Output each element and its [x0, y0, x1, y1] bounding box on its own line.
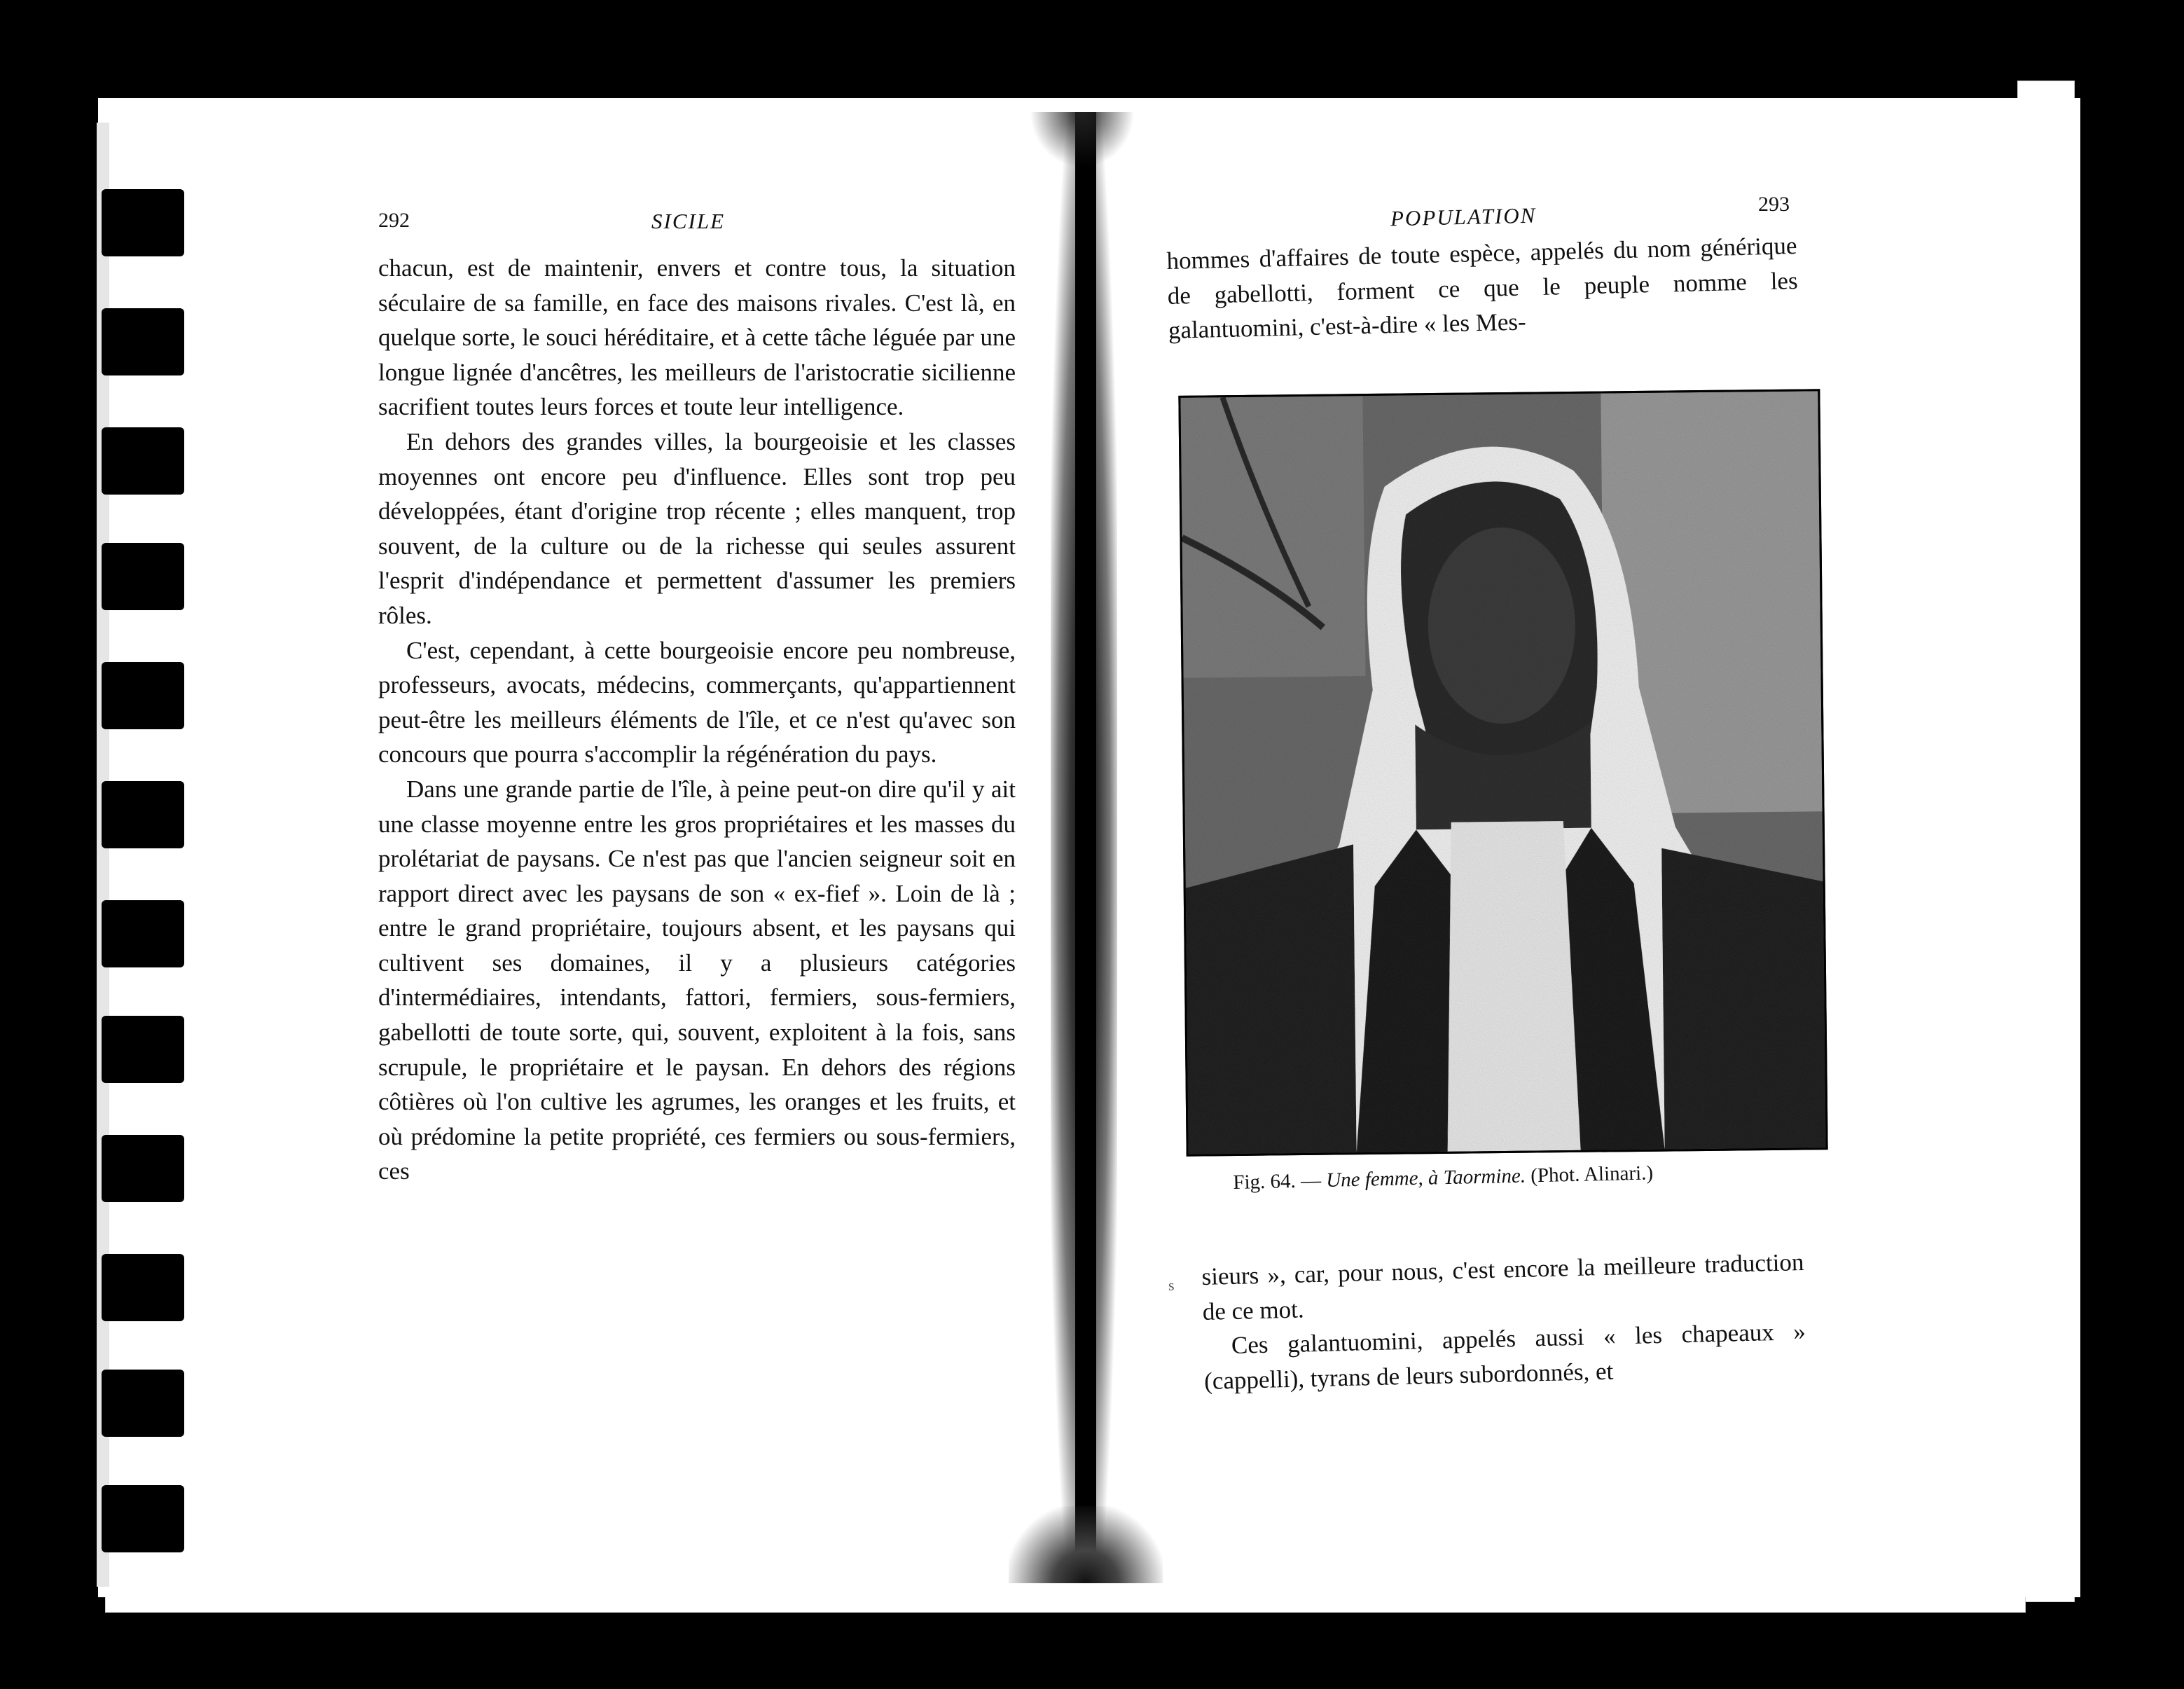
portrait-woman-image — [1180, 391, 1825, 1154]
binding-ring — [102, 662, 184, 729]
left-page-body — [378, 251, 1016, 1189]
binding-ring — [102, 427, 184, 495]
binding-ring — [102, 189, 184, 256]
right-page-number: 293 — [1758, 193, 1790, 216]
binding-ring — [102, 1254, 184, 1321]
binding-ring — [102, 781, 184, 848]
paragraph: C'est, cependant, à cette bourgeoisie encore peu nombreuse, professeurs, avocats, médecins, commerçants, qu'appartiennent peut-être les meilleurs éléments de l'île, et ce n'est qu'avec son concours que pourra s'accomplir la régénération du pays. — [378, 636, 1016, 768]
figure-photograph — [1178, 389, 1827, 1157]
paragraph: sieurs », car, pour nous, c'est encore la meilleure traduction de ce mot. — [1201, 1248, 1804, 1325]
caption-figure-number: Fig. 64. — — [1233, 1169, 1322, 1194]
paragraph: hommes d'affaires de toute espèce, appelés du nom générique de gabellotti, forment ce que le peuple nomme les galantuomini, c'est-à-dire « les Mes- — [1166, 232, 1799, 345]
binding-ring — [102, 1016, 184, 1083]
binding-ring — [102, 543, 184, 610]
caption-credit: (Phot. Alinari.) — [1530, 1161, 1654, 1187]
gutter-shadow-top — [1030, 112, 1135, 168]
right-running-head: POPULATION — [1390, 202, 1537, 231]
margin-mark: s — [1168, 1276, 1175, 1294]
paragraph: En dehors des grandes villes, la bourgeoisie et les classes moyennes ont encore peu d'influence. Elles sont trop peu développées, étant d'origine trop récente ; elles manquent, trop souvent, de la culture ou de la richesse qui seules assurent l'esprit d'indépendance et permettent d'assumer les premiers rôles. — [378, 427, 1016, 629]
paragraph: Dans une grande partie de l'île, à peine peut-on dire qu'il y ait une classe moyenne entre les gros propriétaires et les masses du prolétariat de paysans. Ce n'est pas que l'ancien seigneur soit en rapport direct avec les paysans de son « ex-fief ». Loin de là ; entre le grand propriétaire, toujours absent, et les paysans qui cultivent ses domaines, il y a plusieurs catégories d'intermédiaires, intendants, fattori, fermiers, sous-fermiers, gabellotti de toute sorte, qui, souvent, exploitent à la fois, sans scrupule, le propriétaire et le paysan. En dehors des régions côtières où l'on cultive les agrumes, les oranges et les fruits, et où prédomine la petite propriété, ces fermiers ou sous-fermiers, ces — [378, 775, 1016, 1185]
paragraph: Ces galantuomini, appelés aussi « les chapeaux » (cappelli), tyrans de leurs subordonnés, et — [1203, 1318, 1806, 1395]
binding-ring — [102, 1485, 184, 1552]
paragraph: chacun, est de maintenir, envers et contre tous, la situation séculaire de sa famille, en face des maisons rivales. C'est là, en quelque sorte, le souci héréditaire, et à cette tâche léguée par une longue lignée d'ancêtres, les meilleurs de l'aristocratie sicilienne sacrifient toutes leurs forces et toute leur intelligence. — [378, 254, 1016, 421]
right-page-top-text — [1166, 228, 1799, 348]
binding-ring — [102, 1135, 184, 1202]
binding-ring — [102, 900, 184, 967]
binding-ring — [102, 308, 184, 375]
gutter-shadow-bottom — [1009, 1506, 1163, 1583]
binding-ring — [102, 1370, 184, 1437]
book-gutter — [1075, 112, 1096, 1583]
caption-title: Une femme, à Taormine. — [1325, 1164, 1526, 1192]
left-page-number: 292 — [378, 209, 410, 232]
left-running-head: SICILE — [651, 209, 725, 233]
right-page-bottom-text — [1201, 1245, 1807, 1398]
